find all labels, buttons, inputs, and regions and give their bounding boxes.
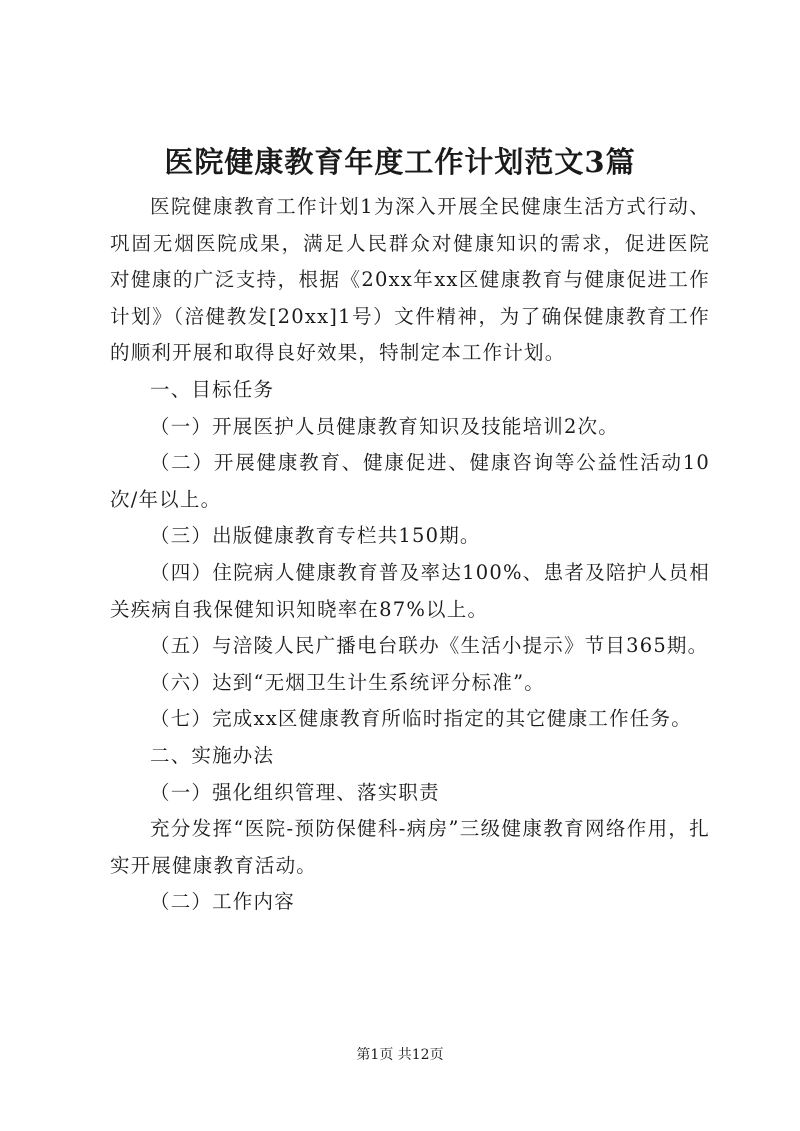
objective-item-4: （四）住院病人健康教育普及率达100%、患者及陪护人员相关疾病自我保健知识知晓率在87%以上。	[110, 560, 710, 621]
objective-item-7: （七）完成xx区健康教育所临时指定的其它健康工作任务。	[150, 707, 692, 731]
document-title: 医院健康教育年度工作计划范文3篇	[164, 145, 636, 179]
document-body	[110, 189, 710, 921]
implementation-detail: 充分发挥“医院-预防保健科-病房”三级健康教育网络作用，扎实开展健康教育活动。	[110, 817, 710, 877]
objective-item-6: （六）达到“无烟卫生计生系统评分标准”。	[150, 670, 545, 694]
page-footer: 第1页 共12页	[356, 1047, 444, 1063]
objective-item-5: （五）与涪陵人民广播电台联办《生活小提示》节目365期。	[150, 634, 709, 658]
heading-objectives: 一、目标任务	[150, 377, 275, 401]
objective-item-3: （三）出版健康教育专栏共150期。	[150, 524, 481, 548]
implementation-item-1: （一）强化组织管理、落实职责	[150, 780, 440, 804]
objective-item-2: （二）开展健康教育、健康促进、健康咨询等公益性活动10次/年以上。	[110, 451, 710, 511]
objective-item-1: （一）开展医护人员健康教育知识及技能培训2次。	[150, 414, 620, 438]
paragraph-intro: 医院健康教育工作计划1为深入开展全民健康生活方式行动、巩固无烟医院成果，满足人民群众对健康知识的需求，促进医院对健康的广泛支持，根据《20xx年xx区健康教育与健康促进工作计划》（涪健教发[20xx]1号）文件精神，为了确保健康教育工作的顺利开展和取得良好效果，特制定本工作计划。	[110, 195, 710, 365]
implementation-item-2: （二）工作内容	[150, 890, 295, 914]
heading-implementation: 二、实施办法	[150, 743, 275, 767]
